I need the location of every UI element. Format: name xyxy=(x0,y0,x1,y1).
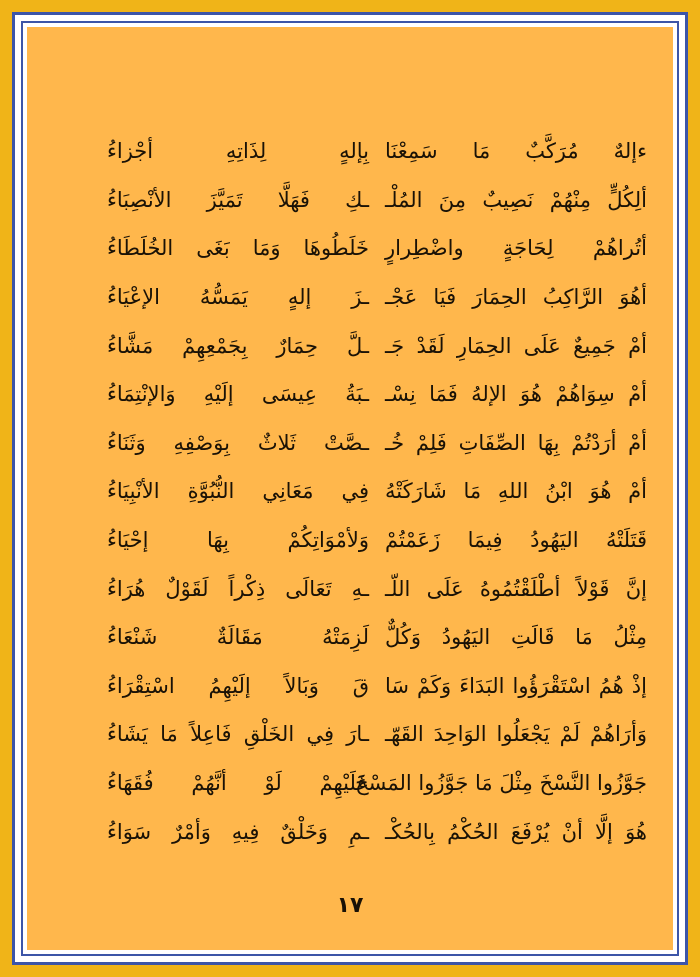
poem-verses xyxy=(107,127,647,856)
verse-left-hemistich: خَلَطُوهَا وَمَا بَغَى الخُلَطَاءُ xyxy=(107,236,369,261)
verse-left-hemistich: ـارَ فِي الخَلْقِ فَاعِلاً مَا يَشَاءُ xyxy=(107,722,369,747)
verse-left-hemistich: ـلَّ حِمَارٌ بِجَمْعِهِمْ مَشَّاءُ xyxy=(107,333,369,358)
verse-right-hemistich: إذْ هُمُ اسْتَقْرَؤُوا البَدَاءَ وَكَمْ سَا xyxy=(385,673,647,698)
verse-left-hemistich: ـهِ تَعَالَى ذِكْراً لَقَوْلٌ هُرَاءُ xyxy=(107,576,369,601)
verse-left-hemistich: لَزِمَتْهُ مَقَالَةٌ شَنْعَاءُ xyxy=(107,625,369,650)
verse-left-hemistich: بِإلهٍ لِذَاتِهِ أجْزاءُ xyxy=(107,139,369,164)
verse-right-hemistich: هُوَ إلَّا أنْ يُرْفَعَ الحُكْمُ بِالحُكْـ xyxy=(385,819,647,844)
verse-line xyxy=(107,224,647,273)
verse-left-hemistich: عَلَيْهِمْ لَوْ أنَّهُمْ فُقَهَاءُ xyxy=(107,771,369,796)
verse-left-hemistich: قَ وَبَالاً إلَيْهِمُ اسْتِقْرَاءُ xyxy=(107,673,369,698)
verse-right-hemistich: أمْ أرَدْتُمْ بِهَا الصِّفَاتِ فَلِمْ خُـ xyxy=(385,430,647,455)
verse-right-hemistich: قَتَلَتْهُ اليَهُودُ فِيمَا زَعَمْتُمْ xyxy=(385,528,647,553)
verse-line xyxy=(107,273,647,322)
verse-right-hemistich: ءإلهٌ مُرَكَّبٌ مَا سَمِعْنَا xyxy=(385,139,647,164)
verse-line xyxy=(107,321,647,370)
page-number: ١٧ xyxy=(336,893,364,918)
verse-left-hemistich: فِي مَعَانِي النُّبُوَّةِ الأنْبِيَاءُ xyxy=(107,479,369,504)
verse-line xyxy=(107,564,647,613)
verse-right-hemistich: أمْ هُوَ ابْنُ اللهِ مَا شَارَكَتْهُ xyxy=(385,479,647,504)
verse-left-hemistich: ـبَةُ عِيسَى إلَيْهِ وَالإنْتِمَاءُ xyxy=(107,382,369,407)
verse-right-hemistich: إنَّ قَوْلاً أطْلَقْتُمُوهُ عَلَى اللّـ xyxy=(385,576,647,601)
page-body xyxy=(27,27,673,950)
verse-right-hemistich: أهُوَ الرَّاكِبُ الحِمَارَ فَيَا عَجْـ xyxy=(385,285,647,310)
verse-line xyxy=(107,807,647,856)
verse-right-hemistich: أمْ جَمِيعٌ عَلَى الحِمَارِ لَقَدْ جَـ xyxy=(385,333,647,358)
verse-right-hemistich: وَأرَاهُمْ لَمْ يَجْعَلُوا الوَاحِدَ القَهّـ xyxy=(385,722,647,747)
verse-line xyxy=(107,419,647,468)
verse-line xyxy=(107,662,647,711)
verse-line xyxy=(107,127,647,176)
verse-left-hemistich: وَلأمْوَاتِكُمْ بِهَا إحْيَاءُ xyxy=(107,528,369,553)
verse-line xyxy=(107,516,647,565)
verse-line xyxy=(107,370,647,419)
verse-right-hemistich: أمْ سِوَاهُمْ هُوَ الإلهُ فَمَا نِسْـ xyxy=(385,382,647,407)
verse-line xyxy=(107,759,647,808)
inner-border xyxy=(21,21,679,956)
verse-line xyxy=(107,467,647,516)
verse-line xyxy=(107,710,647,759)
verse-right-hemistich: ألِكُلٍّ مِنْهُمْ نَصِيبٌ مِنَ المُلْـ xyxy=(385,187,647,212)
verse-left-hemistich: ـزَ إلهٍ يَمَسُّهُ الإعْيَاءُ xyxy=(107,285,369,310)
verse-left-hemistich: ـكِ فَهَلَّا تَمَيَّزَ الأنْصِبَاءُ xyxy=(107,187,369,212)
outer-border xyxy=(12,12,688,965)
verse-right-hemistich: مِثْلُ مَا قَالَتِ اليَهُودُ وَكُلٌّ xyxy=(385,625,647,650)
verse-right-hemistich: جَوَّزُوا النَّسْخَ مِثْلَ مَا جَوَّزُوا المَسْخَ xyxy=(355,771,647,796)
verse-left-hemistich: ـصَّتْ ثَلاثٌ بِوَصْفِهِ وَثَنَاءُ xyxy=(107,430,369,455)
verse-line xyxy=(107,176,647,225)
verse-right-hemistich: أتُراهُمْ لِحَاجَةٍ واضْطِرارٍ xyxy=(385,236,647,261)
verse-line xyxy=(107,613,647,662)
verse-left-hemistich: ـمِ وَخَلْقٌ فِيهِ وَأمْرٌ سَوَاءُ xyxy=(107,819,369,844)
